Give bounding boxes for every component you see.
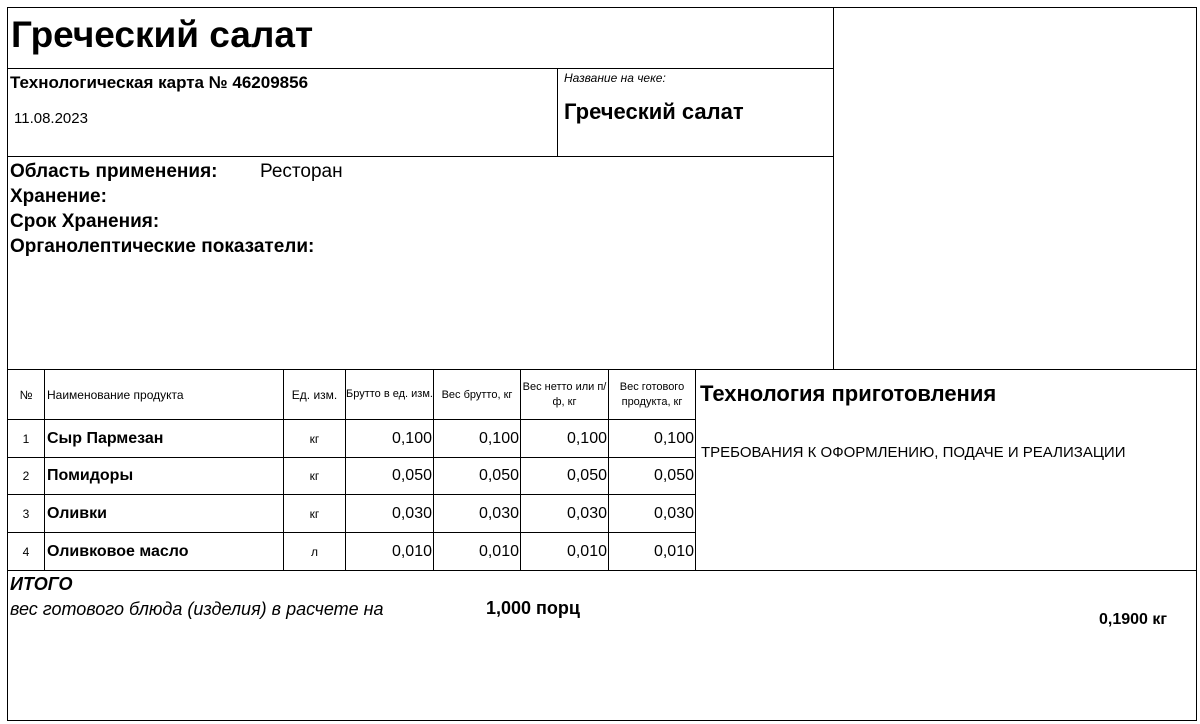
row-num-cell: 1	[8, 420, 45, 458]
frame-right-border	[1196, 7, 1197, 571]
row-product-name-cell: Оливки	[45, 495, 284, 533]
row-gross-unit-cell: 0,030	[346, 495, 434, 533]
technology-title: Технология приготовления	[700, 381, 997, 406]
frame-top-border	[7, 7, 1197, 8]
header-right-divider	[833, 7, 834, 369]
total-weight-value: 0,1900 кг	[1099, 611, 1168, 628]
header-num: №	[8, 370, 45, 420]
row-net-weight-cell: 0,030	[521, 495, 609, 533]
row-product-name-cell: Сыр Пармезан	[45, 420, 284, 458]
scope-value: Ресторан	[260, 161, 343, 182]
frame-left-border	[7, 7, 8, 721]
row-unit-cell: л	[284, 533, 346, 571]
organoleptic-label: Органолептические показатели:	[10, 236, 315, 257]
row-gross-weight-cell: 0,030	[434, 495, 521, 533]
card-bottom-divider	[7, 156, 834, 157]
header-product-name: Наименование продукта	[45, 370, 284, 420]
receipt-left-divider	[557, 68, 558, 156]
ingredients-table	[7, 369, 696, 571]
row-finished-weight-cell: 0,050	[609, 458, 696, 495]
header-unit: Ед. изм.	[284, 370, 346, 420]
scope-label: Область применения:	[10, 161, 218, 182]
row-finished-weight-cell: 0,100	[609, 420, 696, 458]
row-num-cell: 2	[8, 458, 45, 495]
frame-right-border-lower	[1196, 571, 1197, 721]
row-unit-cell: кг	[284, 420, 346, 458]
row-gross-weight-cell: 0,010	[434, 533, 521, 571]
table-row	[8, 420, 696, 458]
table-row	[8, 533, 696, 571]
table-row	[8, 495, 696, 533]
row-net-weight-cell: 0,050	[521, 458, 609, 495]
total-weight-text: вес готового блюда (изделия) в расчете на	[10, 599, 384, 619]
row-gross-unit-cell: 0,050	[346, 458, 434, 495]
receipt-name: Греческий салат	[564, 99, 744, 124]
tech-card-number: Технологическая карта № 46209856	[10, 73, 309, 92]
row-product-name-cell: Оливковое масло	[45, 533, 284, 571]
header-gross-unit: Брутто в ед. изм.	[346, 370, 434, 420]
row-gross-unit-cell: 0,010	[346, 533, 434, 571]
row-product-name-cell: Помидоры	[45, 458, 284, 495]
row-unit-cell: кг	[284, 458, 346, 495]
total-portions: 1,000 порц	[486, 598, 580, 618]
requirements-heading: ТРЕБОВАНИЯ К ОФОРМЛЕНИЮ, ПОДАЧЕ И РЕАЛИЗАЦИИ	[701, 444, 1126, 461]
shelf-life-label: Срок Хранения:	[10, 211, 160, 232]
row-finished-weight-cell: 0,010	[609, 533, 696, 571]
total-label: ИТОГО	[10, 574, 73, 594]
row-net-weight-cell: 0,100	[521, 420, 609, 458]
row-gross-unit-cell: 0,100	[346, 420, 434, 458]
frame-bottom-border	[7, 720, 1197, 721]
row-num-cell: 3	[8, 495, 45, 533]
row-gross-weight-cell: 0,100	[434, 420, 521, 458]
row-num-cell: 4	[8, 533, 45, 571]
header-net-weight: Вес нетто или п/ф, кг	[521, 370, 609, 420]
row-unit-cell: кг	[284, 495, 346, 533]
header-finished-weight: Вес готового продукта, кг	[609, 370, 696, 420]
receipt-caption: Название на чеке:	[564, 71, 666, 85]
row-gross-weight-cell: 0,050	[434, 458, 521, 495]
table-header-row	[8, 370, 696, 420]
header-gross-weight: Вес брутто, кг	[434, 370, 521, 420]
title-bottom-divider	[7, 68, 834, 69]
storage-label: Хранение:	[10, 186, 107, 207]
row-finished-weight-cell: 0,030	[609, 495, 696, 533]
card-date: 11.08.2023	[14, 110, 88, 127]
dish-title: Греческий салат	[11, 14, 314, 55]
table-row	[8, 458, 696, 495]
row-net-weight-cell: 0,010	[521, 533, 609, 571]
technology-left-divider	[695, 369, 696, 571]
